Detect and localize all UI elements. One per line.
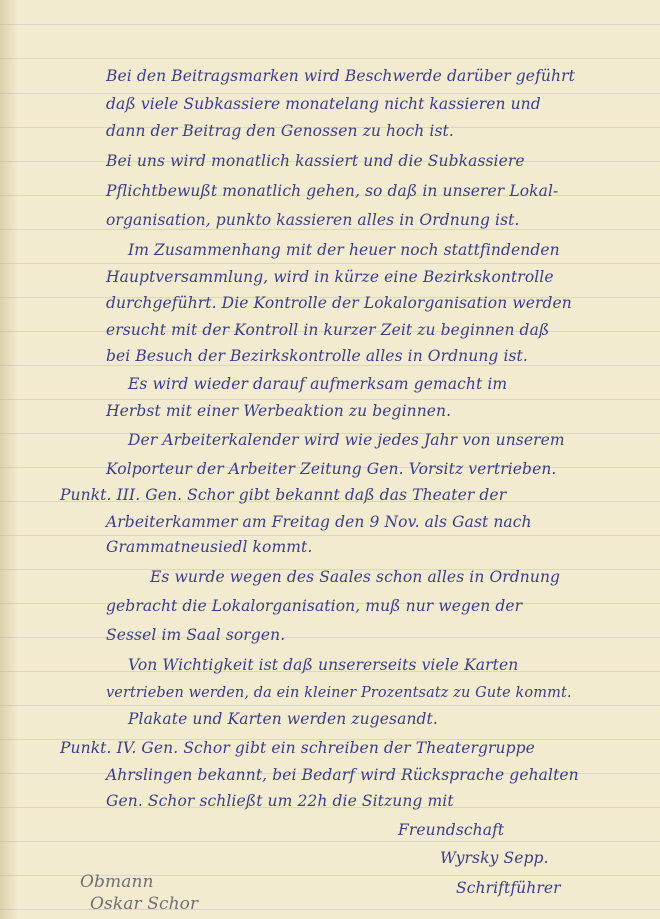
- text-line: Grammatneusiedl kommt.: [106, 538, 313, 556]
- text-line: Es wird wieder darauf aufmerksam gemacht im: [128, 375, 508, 393]
- text-line: Punkt. III. Gen. Schor gibt bekannt daß das Theater der: [60, 486, 507, 504]
- chair-name: Oskar Schor: [90, 894, 199, 914]
- secretary-role: Schriftführer: [456, 879, 561, 897]
- text-line: Pflichtbewußt monatlich gehen, so daß in unserer Lokal-: [106, 182, 559, 200]
- text-line: Von Wichtigkeit ist daß unsererseits viele Karten: [128, 656, 519, 674]
- text-line: Herbst mit einer Werbeaktion zu beginnen.: [106, 402, 452, 420]
- text-line: Kolporteur der Arbeiter Zeitung Gen. Vorsitz vertrieben.: [106, 460, 557, 478]
- chair-role: Obmann: [80, 872, 154, 892]
- text-line: gebracht die Lokalorganisation, muß nur wegen der: [106, 597, 523, 615]
- text-line: daß viele Subkassiere monatelang nicht kassieren und: [106, 95, 541, 113]
- text-line: Punkt. IV. Gen. Schor gibt ein schreiben der Theatergruppe: [60, 739, 535, 757]
- text-line: Ahrslingen bekannt, bei Bedarf wird Rücksprache gehalten: [106, 766, 579, 784]
- text-line: dann der Beitrag den Genossen zu hoch ist.: [106, 122, 454, 140]
- text-line: Sessel im Saal sorgen.: [106, 626, 286, 644]
- text-line: Hauptversammlung, wird in kürze eine Bezirkskontrolle: [106, 268, 554, 286]
- text-line: Arbeiterkammer am Freitag den 9 Nov. als Gast nach: [106, 513, 532, 531]
- text-line: organisation, punkto kassieren alles in Ordnung ist.: [106, 211, 520, 229]
- text-line: bei Besuch der Bezirkskontrolle alles in Ordnung ist.: [106, 347, 528, 365]
- text-line: vertrieben werden, da ein kleiner Prozentsatz zu Gute kommt.: [106, 685, 572, 701]
- text-line: Gen. Schor schließt um 22h die Sitzung mit: [106, 792, 454, 810]
- text-line: Es wurde wegen des Saales schon alles in Ordnung: [150, 568, 561, 586]
- text-line: ersucht mit der Kontroll in kurzer Zeit zu beginnen daß: [106, 321, 550, 339]
- text-line: Plakate und Karten werden zugesandt.: [128, 710, 438, 728]
- text-line: Bei den Beitragsmarken wird Beschwerde darüber geführt: [106, 67, 575, 85]
- text-line: Freundschaft: [398, 821, 505, 839]
- text-line: durchgeführt. Die Kontrolle der Lokalorganisation werden: [106, 294, 572, 312]
- text-line: Bei uns wird monatlich kassiert und die Subkassiere: [106, 152, 525, 170]
- text-line: Der Arbeiterkalender wird wie jedes Jahr von unserem: [128, 431, 565, 449]
- text-line: Im Zusammenhang mit der heuer noch stattfindenden: [128, 241, 560, 259]
- secretary-name: Wyrsky Sepp.: [440, 849, 549, 867]
